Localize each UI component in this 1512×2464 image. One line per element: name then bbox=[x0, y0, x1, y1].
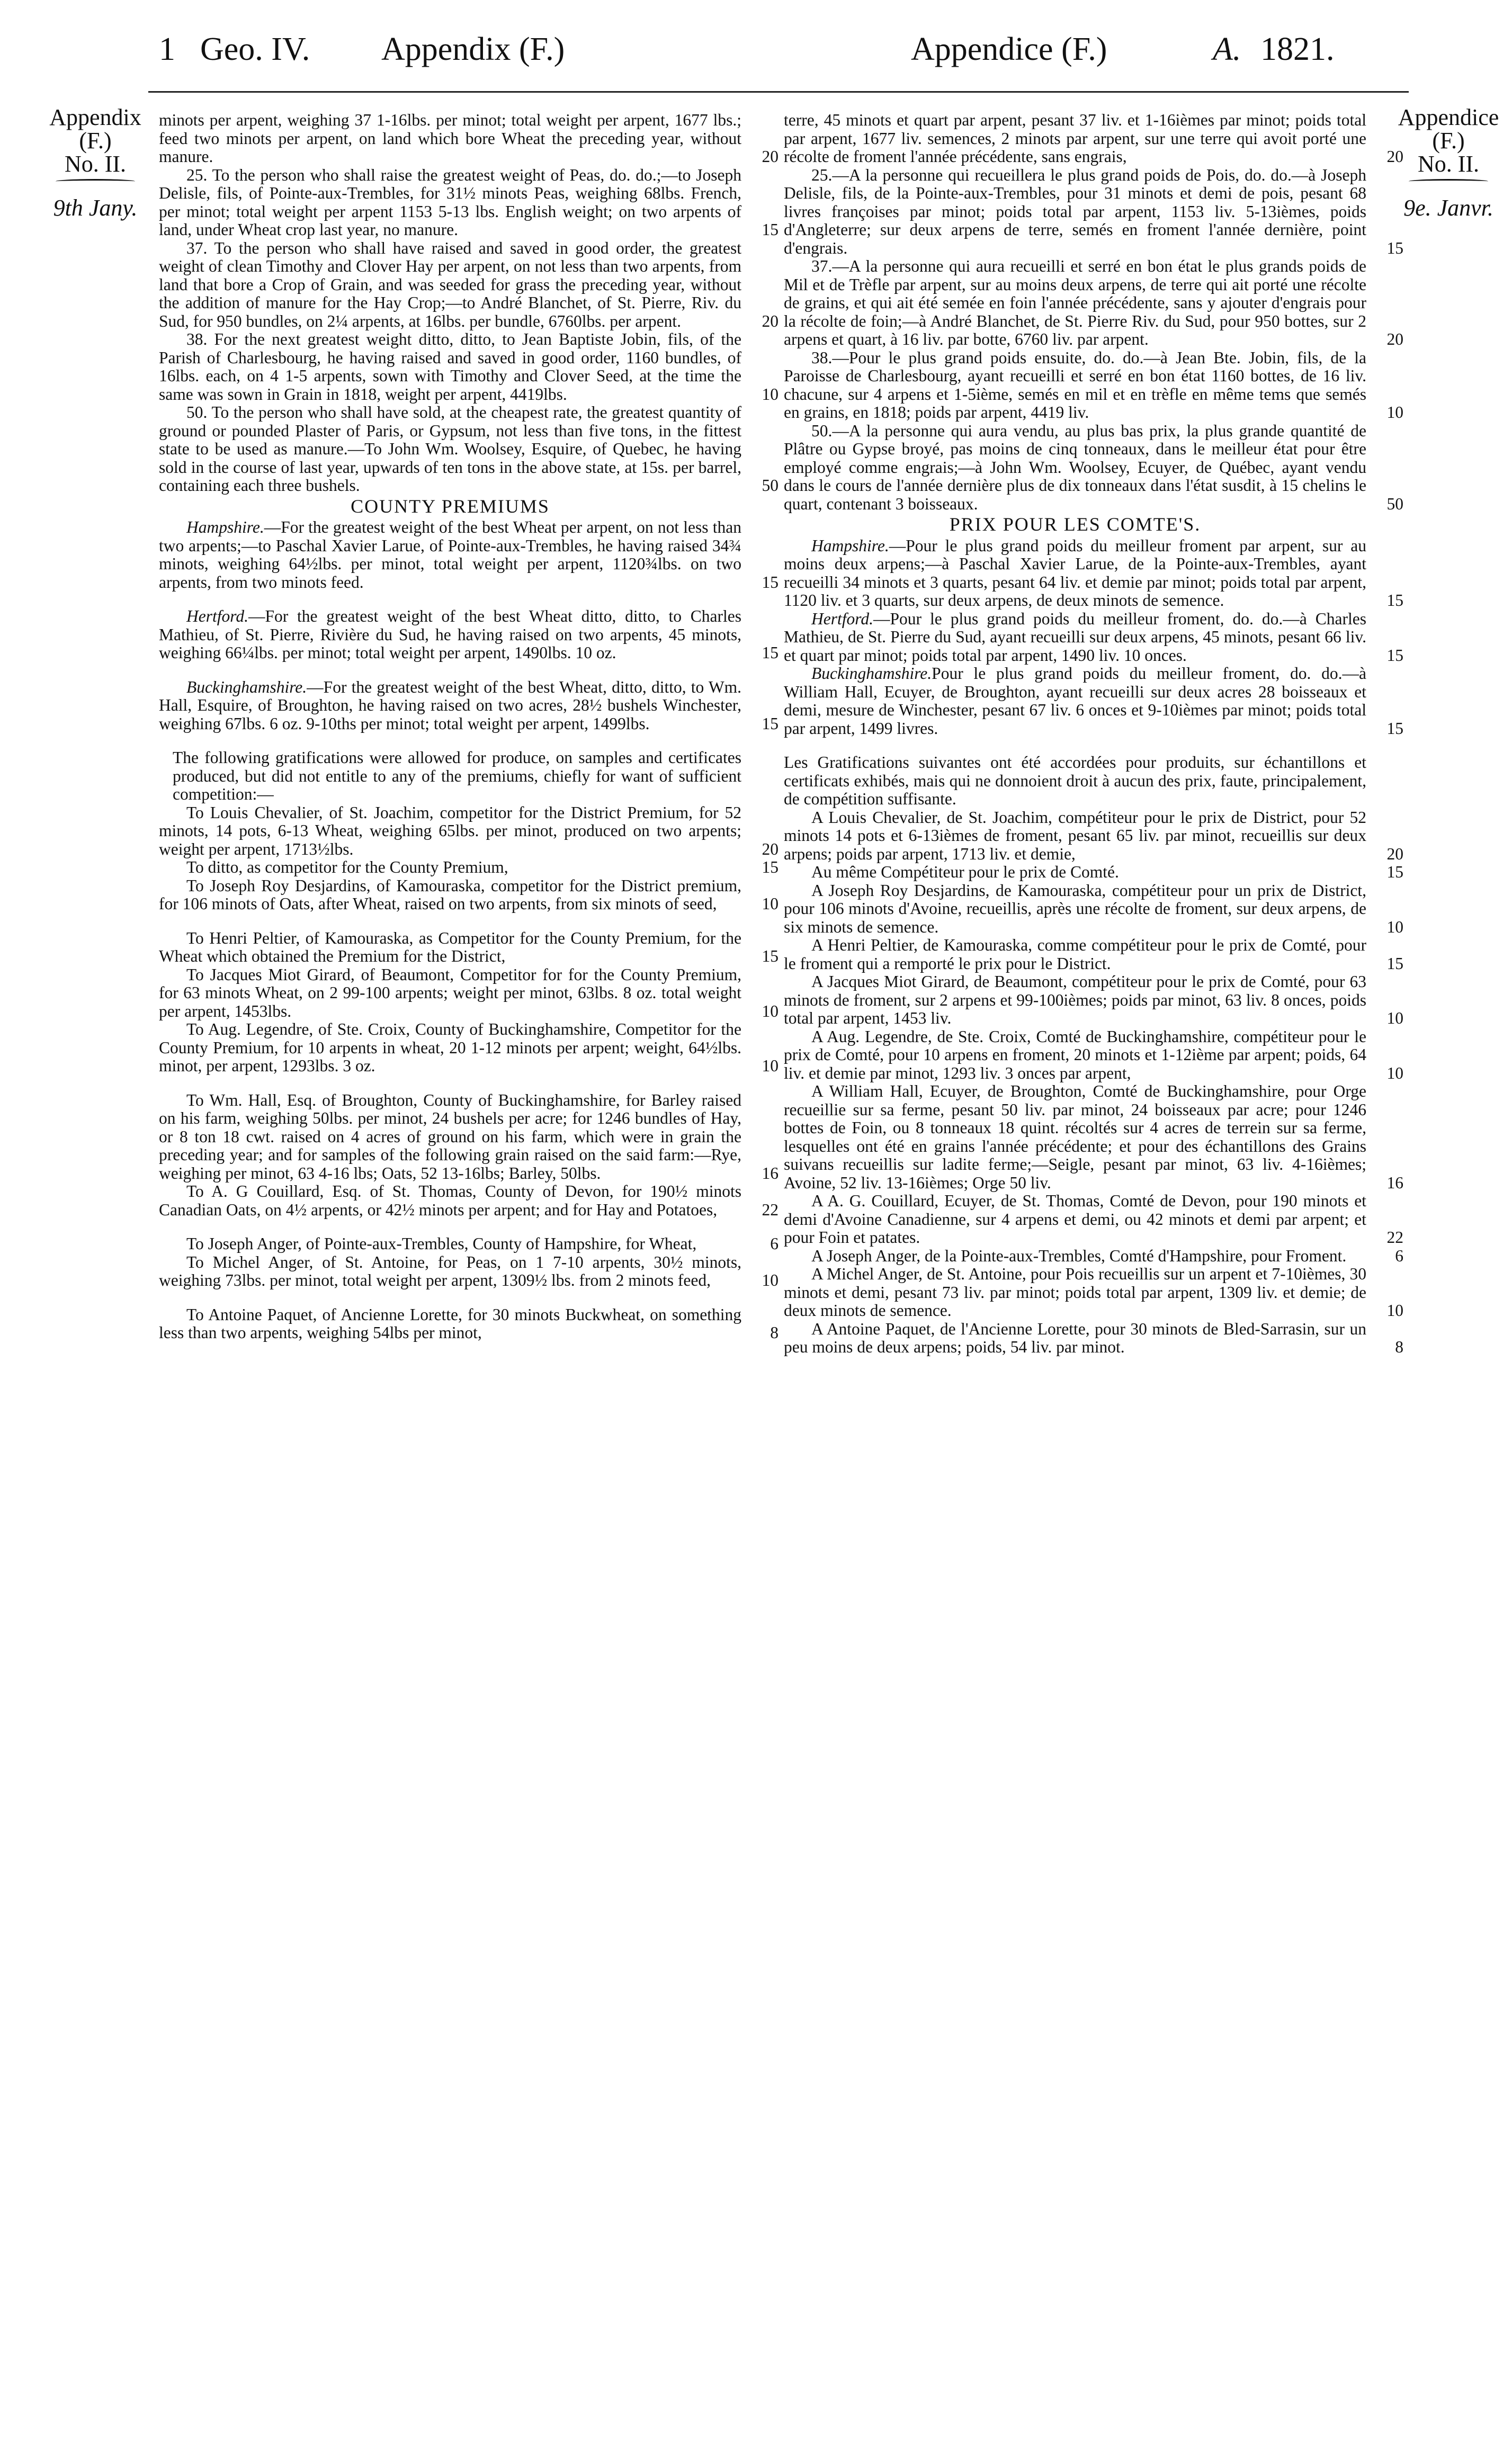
entry-text: A Joseph Roy Desjardins, de Kamouraska, compétiteur pour un prix de District, pour 106 minots d'Avoine, recueillis, après une récolte de froment, sur deux arpens, de six minots de semence. bbox=[784, 881, 1366, 936]
entry-text: terre, 45 minots et quart par arpent, pesant 37 liv. et 1-16ièmes par minot; poids total par arpent, 1677 liv. semences, 2 minots par arpent, sur une terre qui avoit porté une récolte de froment l'année précédente, sans engrais, bbox=[784, 111, 1366, 166]
entry-paragraph bbox=[159, 1235, 779, 1253]
entry-text: 25. To the person who shall raise the greatest weight of Peas, do. do.;—to Joseph Delisle, fils, of Pointe-aux-Trembles, for 31½ minots Peas, weighing 68lbs. French, per minot; total weight per arpent 1153 5-13 lbs. English weight; on two arpents of land, under Wheat crop last year, no manure. bbox=[159, 165, 741, 239]
entry-paragraph bbox=[159, 404, 779, 495]
amount: 20 bbox=[762, 839, 779, 858]
margin-right-brace bbox=[1409, 179, 1488, 184]
amount: 22 bbox=[762, 1200, 779, 1219]
entry-text: To A. G Couillard, Esq. of St. Thomas, County of Devon, for 190½ minots Canadian Oats, on 4½ arpents, or 42½ minots per arpent; and for Hay and Potatoes, bbox=[159, 1182, 741, 1219]
entry-paragraph bbox=[784, 1247, 1403, 1266]
entry-text: Au même Compétiteur pour le prix de Comté. bbox=[811, 863, 1119, 881]
amount: 15 bbox=[1386, 719, 1403, 738]
entry-text: Pour le plus grand poids du meilleur froment, do. do.—à William Hall, Ecuyer, de Broughton, ayant recueilli sur deux acres 28 boisseaux et demi, mesure de Winchester, pesant 67 liv. 6 onces et 9-10ièmes par minot; poids total par arpent, 1499 livres. bbox=[784, 664, 1366, 738]
margin-note-right bbox=[1393, 106, 1504, 220]
entry-text: A Antoine Paquet, de l'Ancienne Lorette, pour 30 minots de Bled-Sarrasin, sur un peu moins de deux arpens; poids, 54 liv. par minot. bbox=[784, 1319, 1366, 1356]
entry-text: To Aug. Legendre, of Ste. Croix, County of Buckinghamshire, Competitor for the County Premium, for 10 arpents in wheat, 20 1-12 minots per arpent; weight, 64½lbs. minot, per arpent, 1293lbs. 3 oz. bbox=[159, 1020, 741, 1075]
entry-paragraph bbox=[784, 973, 1403, 1028]
entry-text: Les Gratifications suivantes ont été accordées pour produits, sur échantillons et certificats exhibés, mais qui ne donnoient droit à aucun des prix, faute, principalement, de compétition suffisante. bbox=[784, 753, 1366, 808]
entry-paragraph bbox=[784, 754, 1403, 809]
entry-text: 37. To the person who shall have raised and saved in good order, the greatest weight of clean Timothy and Clover Hay per arpent, on not less than two arpents, from land that bore a Crop of Grain, and was seeded for grass the preceding year, without the addition of manure for the Hay Crop;—to André Blanchet, of St. Pierre, Riv. du Sud, for 950 bundles, on 2¼ arpents, at 16lbs. per bundle, 6760lbs. per arpent. bbox=[159, 238, 741, 330]
entry-text: 38. For the next greatest weight ditto, ditto, to Jean Baptiste Jobin, fils, of the Parish of Charlesbourg, he having raised and saved in good order, 1160 bundles, of 16lbs. each, on 4 1-5 arpents, sown with Timothy and Clover Seed, at the time the same was sown in Grain in 1818, weight per arpent, 4419lbs. bbox=[159, 330, 741, 404]
entry-paragraph bbox=[784, 1082, 1403, 1192]
entry-paragraph bbox=[159, 607, 779, 662]
entry-paragraph bbox=[159, 166, 779, 239]
amount: 50 bbox=[762, 476, 779, 495]
entry-text: To Joseph Roy Desjardins, of Kamouraska, competitor for the District premium, for 106 minots of Oats, after Wheat, raised on two arpents, from six minots of seed, bbox=[159, 876, 741, 913]
entry-text: —For the greatest weight of the best Wheat per arpent, on not less than two arpents;—to Paschal Xavier Larue, of Pointe-aux-Trembles, he having raised 34¾ minots, weighing 64½lbs. per minot, total weight per arpent, 1120¾lbs. on two arpents, from two minots feed. bbox=[159, 518, 741, 592]
french-column bbox=[784, 111, 1403, 1357]
entry-text: To ditto, as competitor for the County Premium, bbox=[186, 858, 508, 876]
amount: 20 bbox=[1386, 147, 1403, 166]
amount: 10 bbox=[1386, 403, 1403, 422]
amount: 10 bbox=[762, 1001, 779, 1020]
amount: 15 bbox=[762, 643, 779, 662]
entry-paragraph bbox=[784, 111, 1403, 166]
year-prefix: A. bbox=[1213, 31, 1241, 67]
county-name: Buckinghamshire. bbox=[186, 677, 307, 696]
entry-text: —For the greatest weight of the best Wheat ditto, ditto, to Charles Mathieu, of St. Pierre, Rivière du Sud, he having raised on two arpents, 45 minots, weighing 66¼lbs. per minot; total weight per arpent, 1490lbs. 10 oz. bbox=[159, 607, 741, 662]
entry-paragraph bbox=[784, 349, 1403, 422]
entry-text: A A. G. Couillard, Ecuyer, de St. Thomas, Comté de Devon, pour 190 minots et demi d'Avoine Canadienne, sur 4 arpens et demi, ou 42 minots et demi par arpent; et pour Foin et patates. bbox=[784, 1191, 1366, 1247]
entry-text: A Aug. Legendre, de Ste. Croix, Comté de Buckinghamshire, compétiteur pour le prix de Comté, pour 10 arpens en froment, 20 minots et 1-12ième par arpent; poids, 64 liv. et demie par minot, 1293 liv. 3 onces par arpent, bbox=[784, 1027, 1366, 1082]
entry-text: To Louis Chevalier, of St. Joachim, competitor for the District Premium, for 52 minots, 14 pots, 6-13 Wheat, weighing 65lbs. per minot, produced on two arpents; weight per arpent, 1713½lbs. bbox=[159, 803, 741, 858]
entry-text: 50.—A la personne qui aura vendu, au plus bas prix, la plus grande quantité de Plâtre ou Gypse broyé, pas moins de cinq tonneaux, dans le meilleur état pour être employé comme engrais;—à John Wm. Woolsey, Ecuyer, de Québec, ayant vendu dans le cours de l'année dernière plus de dix tonneaux dans l'état susdit, à 15 chelins le quart, contenant 3 boisseaux. bbox=[784, 421, 1366, 513]
entry-paragraph bbox=[784, 809, 1403, 864]
entry-paragraph bbox=[159, 1182, 779, 1219]
entry-text: A Louis Chevalier, de St. Joachim, compétiteur pour le prix de District, pour 52 minots 14 pots et 6-13ièmes de froment, pesant 65 liv. par minot, recueillis sur deux arpens; poids par arpent, 1713 liv. et demie, bbox=[784, 808, 1366, 863]
entry-paragraph bbox=[159, 877, 779, 913]
amount: 10 bbox=[762, 384, 779, 404]
margin-note-left bbox=[37, 106, 154, 220]
amount: 6 bbox=[770, 1234, 779, 1253]
entry-paragraph bbox=[784, 665, 1403, 738]
entry-paragraph bbox=[784, 610, 1403, 665]
margin-right-line1: Appendice bbox=[1398, 104, 1499, 130]
margin-left-brace bbox=[56, 179, 135, 184]
amount: 10 bbox=[762, 1056, 779, 1075]
amount: 15 bbox=[762, 858, 779, 876]
amount: 20 bbox=[1386, 844, 1403, 863]
entry-paragraph bbox=[159, 111, 779, 166]
amount: 15 bbox=[1386, 954, 1403, 973]
entry-paragraph bbox=[784, 1265, 1403, 1320]
section-heading: COUNTY PREMIUMS bbox=[351, 495, 550, 517]
entry-text: To Michel Anger, of St. Antoine, for Peas, on 1 7-10 arpents, 30½ minots, weighing 73lbs. per minot, total weight per arpent, 1309½ lbs. from 2 minots feed, bbox=[159, 1252, 741, 1289]
amount: 10 bbox=[1386, 917, 1403, 936]
entry-text: To Antoine Paquet, of Ancienne Lorette, for 30 minots Buckwheat, on something less than two arpents, weighing 54lbs per minot, bbox=[159, 1305, 741, 1342]
entry-paragraph bbox=[784, 422, 1403, 514]
entry-paragraph bbox=[159, 929, 779, 966]
entry-paragraph bbox=[159, 804, 779, 859]
entry-paragraph bbox=[784, 936, 1403, 973]
margin-left-line2: (F.) bbox=[79, 128, 112, 154]
entry-paragraph bbox=[159, 518, 779, 592]
entry-paragraph bbox=[784, 1320, 1403, 1357]
page-number: 1 bbox=[159, 31, 175, 67]
county-name: Buckinghamshire. bbox=[811, 664, 932, 683]
entry-text: The following gratifications were allowed for produce, on samples and certificates produced, but did not entitle to any of the premiums, chiefly for want of sufficient competition:— bbox=[173, 748, 741, 803]
amount: 8 bbox=[1395, 1338, 1403, 1356]
county-name: Hertford. bbox=[811, 609, 873, 628]
amount: 50 bbox=[1386, 494, 1403, 513]
entry-paragraph bbox=[784, 882, 1403, 937]
entry-text: A William Hall, Ecuyer, de Broughton, Comté de Buckinghamshire, pour Orge recueillie sur sa ferme, pesant 50 liv. par minot, 24 boisseaux par acre; pour 1246 bottes de Foin, ou 8 tonneaux 18 quint. récoltés sur 4 acres de terrein sur sa ferme, lesquelles ont été en grains l'année précédente; et pour des échantillons des Grains suivans recueillis sur ladite ferme;—Seigle, pesant par minot, 63 liv. 4-16ièmes; Avoine, 52 liv. 13-16ièmes; Orge 50 liv. bbox=[784, 1082, 1366, 1192]
margin-left-line1: Appendix bbox=[49, 104, 141, 130]
entry-text: A Henri Peltier, de Kamouraska, comme compétiteur pour le prix de Comté, pour le froment qui a remporté le prix pour le District. bbox=[784, 936, 1366, 973]
margin-left-line3: No. II. bbox=[64, 151, 127, 177]
entry-paragraph bbox=[159, 1253, 779, 1290]
margin-right-date: 9e. Janvr. bbox=[1403, 195, 1493, 221]
english-column bbox=[159, 111, 779, 1342]
amount: 15 bbox=[762, 714, 779, 733]
amount: 20 bbox=[762, 311, 779, 330]
entry-paragraph bbox=[159, 330, 779, 404]
entry-paragraph bbox=[784, 863, 1403, 882]
entry-text: To Wm. Hall, Esq. of Broughton, County of Buckinghamshire, for Barley raised on his farm, weighing 50lbs. per minot, 24 bushels per acre; for 1246 bundles of Hay, or 8 ton 18 cwt. raised on 4 acres of ground on his farm, which were in grain the preceding year; and for samples of the following grain raised on the said farm:—Rye, weighing per minot, 63 4-16 lbs; Oats, 52 13-16lbs; Barley, 50lbs. bbox=[159, 1090, 741, 1182]
amount: 10 bbox=[762, 894, 779, 913]
margin-left-date: 9th Jany. bbox=[53, 195, 138, 221]
entry-text: To Joseph Anger, of Pointe-aux-Trembles, County of Hampshire, for Wheat, bbox=[186, 1234, 697, 1253]
entry-paragraph bbox=[159, 749, 779, 804]
entry-text: A Jacques Miot Girard, de Beaumont, compétiteur pour le prix de Comté, pour 63 minots de froment, sur 2 arpens et 99-100ièmes; poids par minot, 63 liv. 8 onces, poids total par arpent, 1453 liv. bbox=[784, 972, 1366, 1027]
entry-paragraph bbox=[159, 858, 779, 877]
entry-paragraph bbox=[784, 257, 1403, 349]
entry-paragraph bbox=[159, 1091, 779, 1183]
amount: 15 bbox=[1386, 591, 1403, 610]
header-title-en: Appendix (F.) bbox=[381, 31, 565, 67]
county-name: Hampshire. bbox=[811, 536, 889, 555]
entry-paragraph bbox=[159, 966, 779, 1021]
county-name: Hampshire. bbox=[186, 518, 264, 536]
amount: 22 bbox=[1386, 1228, 1403, 1247]
amount: 20 bbox=[762, 147, 779, 166]
amount: 15 bbox=[1386, 863, 1403, 881]
entry-paragraph bbox=[784, 537, 1403, 610]
page-header bbox=[0, 31, 1512, 84]
entry-text: A Joseph Anger, de la Pointe-aux-Trembles, Comté d'Hampshire, pour Froment. bbox=[811, 1246, 1347, 1265]
entry-paragraph bbox=[784, 1028, 1403, 1083]
entry-text: To Jacques Miot Girard, of Beaumont, Competitor for for the County Premium, for 63 minots Wheat, on 2 99-100 arpents; weight per minot, 63lbs. 8 oz. total weight per arpent, 1453lbs. bbox=[159, 965, 741, 1020]
entry-text: 25.—A la personne qui recueillera le plus grand poids de Pois, do. do.—à Joseph Delisle, fils, de la Pointe-aux-Trembles, pour 31 minots et demi de pois, pesant 68 livres françoises par minot; poids total par arpent, 1153 liv. 5-13ièmes, poids d'Angleterre; sur deux arpens de terre, semés en froment l'année dernière, point d'engrais. bbox=[784, 165, 1366, 257]
entry-text: 38.—Pour le plus grand poids ensuite, do. do.—à Jean Bte. Jobin, fils, de la Paroisse de Charlesbourg, ayant recueilli et serré en bon état 1160 bottes, de 16 liv. chacune, sur 4 arpens et 1-5ième, semés en mil et en trèfle en même tems que semés en grains, en 1818; poids par arpent, 4419 liv. bbox=[784, 348, 1366, 422]
amount: 15 bbox=[762, 572, 779, 592]
amount: 10 bbox=[1386, 1009, 1403, 1027]
amount: 8 bbox=[770, 1323, 779, 1342]
reign-label: Geo. IV. bbox=[200, 31, 310, 67]
header-title-fr: Appendice (F.) bbox=[911, 31, 1107, 67]
entry-text: A Michel Anger, de St. Antoine, pour Pois recueillis sur un arpent et 7-10ièmes, 30 minots et demi, pesant 73 liv. par minot; poids total par arpent, 1309 liv. et demie; de deux minots de semence. bbox=[784, 1265, 1366, 1320]
entry-paragraph bbox=[784, 166, 1403, 258]
amount: 16 bbox=[1386, 1173, 1403, 1192]
entry-paragraph bbox=[159, 678, 779, 733]
section-heading: PRIX POUR LES COMTE'S. bbox=[949, 514, 1201, 535]
amount: 15 bbox=[1386, 646, 1403, 665]
amount: 10 bbox=[762, 1271, 779, 1289]
entry-text: To Henri Peltier, of Kamouraska, as Competitor for the County Premium, for the Wheat which obtained the Premium for the District, bbox=[159, 928, 741, 965]
header-year: 1821. bbox=[1260, 31, 1335, 67]
amount: 16 bbox=[762, 1163, 779, 1182]
amount: 10 bbox=[1386, 1301, 1403, 1320]
entry-text: minots per arpent, weighing 37 1-16lbs. per minot; total weight per arpent, 1677 lbs.; feed two minots per arpent, on land which bore Wheat the preceding year, without manure. bbox=[159, 111, 741, 166]
entry-text: —Pour le plus grand poids du meilleur froment par arpent, sur au moins deux arpens;—à Paschal Xavier Larue, de la Pointe-aux-Trembles, ayant recueilli 34 minots et 3 quarts, pesant 64 liv. et demie par minot; poids total par arpent, 1120 liv. et 3 quarts, sur deux arpens, de deux minots de semence. bbox=[784, 536, 1366, 610]
amount: 15 bbox=[762, 220, 779, 239]
amount: 6 bbox=[1395, 1246, 1403, 1265]
entry-paragraph bbox=[159, 1306, 779, 1342]
entry-text: —For the greatest weight of the best Wheat, ditto, ditto, to Wm. Hall, Esquire, of Broughton, he having raised on two acres, 28½ bushels Winchester, weighing 67lbs. 6 oz. 9-10ths per minot; total weight per arpent, 1499lbs. bbox=[159, 677, 741, 733]
entry-paragraph bbox=[784, 1192, 1403, 1247]
entry-paragraph bbox=[159, 1020, 779, 1076]
county-name: Hertford. bbox=[186, 607, 248, 625]
margin-right-line2: (F.) bbox=[1432, 128, 1465, 154]
amount: 15 bbox=[1386, 238, 1403, 257]
entry-text: —Pour le plus grand poids du meilleur froment, do. do.—à Charles Mathieu, de St. Pierre du Sud, ayant recueilli sur deux arpens, 45 minots, pesant 66 liv. et quart par minot; poids total par arpent, 1490 liv. 10 onces. bbox=[784, 609, 1366, 665]
entry-text: 50. To the person who shall have sold, at the cheapest rate, the greatest quantity of ground or pounded Plaster of Paris, or Gypsum, not less than five tons, in the fittest state to be used as manure.—To John Wm. Woolsey, Esquire, of Quebec, he having sold in the course of last year, upwards of ten tons in the above state, at 15s. per barrel, containing each three bushels. bbox=[159, 403, 741, 495]
amount: 15 bbox=[762, 947, 779, 965]
header-rule bbox=[148, 91, 1409, 93]
entry-paragraph bbox=[159, 239, 779, 331]
margin-right-line3: No. II. bbox=[1417, 151, 1480, 177]
amount: 10 bbox=[1386, 1063, 1403, 1082]
amount: 20 bbox=[1386, 330, 1403, 348]
entry-text: 37.—A la personne qui aura recueilli et serré en bon état le plus grands poids de Mil et de Trèfle par arpent, sur au moins deux arpens, de terre qui ait porté une récolte de grains, et qui ait été semée en foin l'année précédente, sans y ajouter d'engrais pour la récolte de foin;—à André Blanchet, de St. Pierre Riv. du Sud, pour 950 bottes, sur 2 arpens et quart, à 16 liv. par botte, 6760 liv. par arpent. bbox=[784, 257, 1366, 348]
